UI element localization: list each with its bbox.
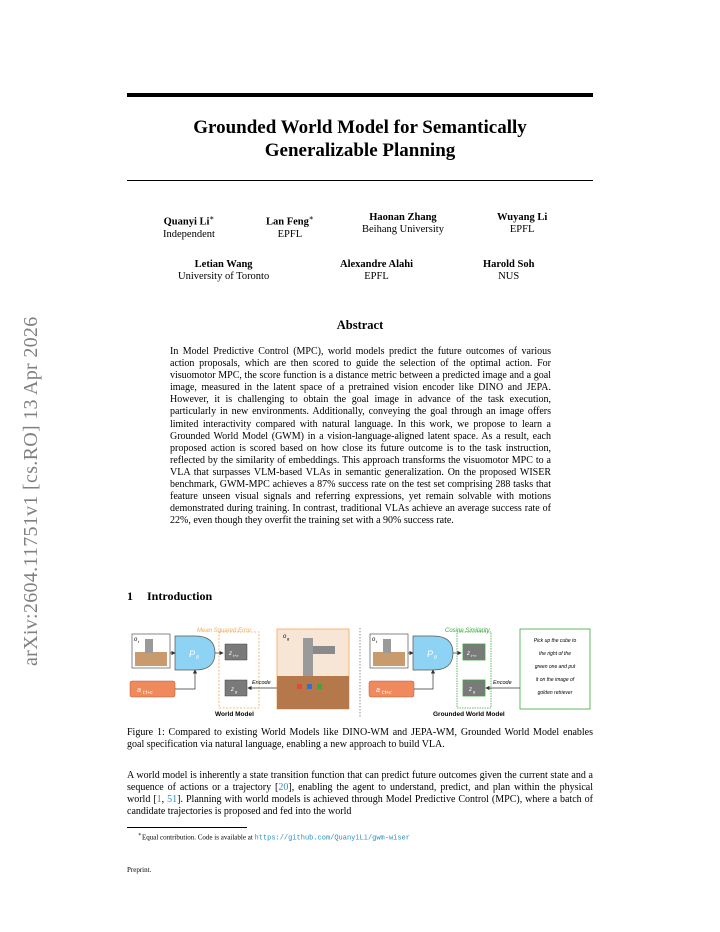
world-model-panel: [130, 628, 349, 718]
svg-text:P: P: [189, 649, 196, 659]
grounded-world-model-label: Grounded World Model: [433, 711, 505, 718]
svg-text:θ: θ: [434, 655, 437, 661]
svg-text:t: t: [376, 639, 378, 644]
author-quanyi-li: Quanyi Li∗ Independent: [163, 214, 215, 240]
author-alexandre-alahi: Alexandre Alahi EPFL: [340, 259, 414, 282]
citation-link[interactable]: 51: [167, 794, 178, 805]
svg-text:g: g: [473, 689, 476, 694]
title-rule-top: [127, 93, 593, 97]
svg-text:the right of the: the right of the: [539, 651, 571, 657]
svg-text:golden retriever: golden retriever: [537, 690, 573, 696]
code-url-link[interactable]: https://github.com/QuanyiLi/gwm-wiser: [254, 834, 410, 843]
cosine-label: Cosine Similarity: [445, 628, 490, 634]
section-introduction-heading: 1 Introduction: [127, 589, 213, 603]
svg-text:o: o: [134, 637, 138, 643]
abstract-text: In Model Predictive Control (MPC), world models predict the future outcomes of various action proposals, which are then scored to guide the selection of the optimal action. For visuomotor MPC, the score function is a distance metric between a predicted image and a goal image, measured in the latent space of a pretrained vision encoder like DINO and JEPA. However, it is challenging to obtain the goal image in advance of the task execution, particularly in new environments. Additionally, conveying the goal through an image offers limited interactivity compared with natural language. In this work, we propose to learn a Grounded World Model (GWM) in a vision-language-aligned latent space. As a result, each proposed action is scored based on how close its future outcome is to the task instruction, reflected by the similarity of embeddings. This approach transforms the visuomotor MPC to a VLA that surpasses VLM-based VLAs in semantic generalization. On the proposed WISER benchmark, GWM-MPC achieves a 87% success rate on the test set comprising 288 tasks that feature unseen visual signals and referring expressions, yet remain solvable with motions demonstrated during training. In contrast, traditional VLAs achieve an average success rate of 22%, even though they overfit the training set with a 90% success rate.: [170, 346, 551, 527]
svg-text:z: z: [469, 687, 472, 693]
svg-text:z: z: [467, 651, 470, 657]
svg-text:o: o: [372, 637, 376, 643]
svg-text:t:t+c: t:t+c: [143, 690, 153, 696]
svg-text:a: a: [376, 687, 380, 694]
svg-text:a: a: [137, 687, 141, 694]
svg-text:z: z: [231, 687, 234, 693]
encode-label-left: Encode: [252, 680, 271, 686]
encode-label-right: Encode: [493, 680, 512, 686]
grounded-world-model-panel: [369, 628, 590, 718]
intro-paragraph: A world model is inherently a state transition function that can predict future outcomes given the current state and a sequence of actions or a trajectory [20], enabling the agent to understand, predict, and plan within the physical world [1, 51]. Planning with world models is achieved through Model Predictive Control (MPC), where a batch of candidate trajectories is proposed and fed into the world: [127, 770, 594, 817]
svg-text:it on the image of: it on the image of: [535, 677, 575, 683]
mse-box: [219, 632, 259, 708]
title-line-1: Grounded World Model for Semantically: [193, 117, 527, 138]
figure-1-diagram: [127, 624, 593, 720]
author-letian-wang: Letian Wang University of Toronto: [178, 259, 270, 282]
citation-link[interactable]: 1: [156, 794, 162, 805]
title-rule-bottom: [127, 180, 593, 181]
svg-text:o: o: [283, 634, 287, 640]
svg-text:Pick up the cube to: Pick up the cube to: [533, 638, 577, 644]
svg-text:θ: θ: [196, 655, 199, 661]
world-model-label: World Model: [215, 711, 254, 718]
svg-text:g: g: [235, 689, 238, 694]
svg-text:t+c: t+c: [233, 653, 239, 658]
svg-text:t:t+c: t:t+c: [382, 690, 392, 696]
cosine-box: [457, 632, 491, 708]
figure-1-caption: Figure 1: Compared to existing World Models like DINO-WM and JEPA-WM, Grounded World Model enables goal specification via natural language, enabling a new approach to build VLA.: [127, 727, 593, 750]
citation-link[interactable]: 20: [278, 782, 289, 793]
preprint-label: Preprint.: [127, 866, 152, 874]
author-lan-feng: Lan Feng∗ EPFL: [266, 214, 314, 240]
mse-label: Mean Squared Error: [197, 628, 252, 634]
arxiv-sidebar: arXiv:2604.11751v1 [cs.RO] 13 Apr 2026: [20, 316, 42, 666]
abstract-heading: Abstract: [336, 318, 384, 332]
author-harold-soh: Harold Soh NUS: [483, 259, 535, 282]
footnote-rule: [127, 827, 247, 828]
footnote: ∗Equal contribution. Code is available at https://github.com/QuanyiLi/gwm-wiser: [138, 832, 410, 843]
title-line-2: Generalizable Planning: [264, 140, 456, 161]
author-wuyang-li: Wuyang Li EPFL: [497, 212, 548, 235]
svg-text:green one and put: green one and put: [534, 664, 576, 670]
author-haonan-zhang: Haonan Zhang Beihang University: [362, 212, 444, 235]
svg-text:g: g: [287, 636, 290, 641]
paper-title: [127, 116, 593, 162]
svg-text:P: P: [427, 649, 434, 659]
svg-text:t+c: t+c: [471, 653, 477, 658]
svg-text:t: t: [138, 639, 140, 644]
svg-text:z: z: [229, 651, 232, 657]
